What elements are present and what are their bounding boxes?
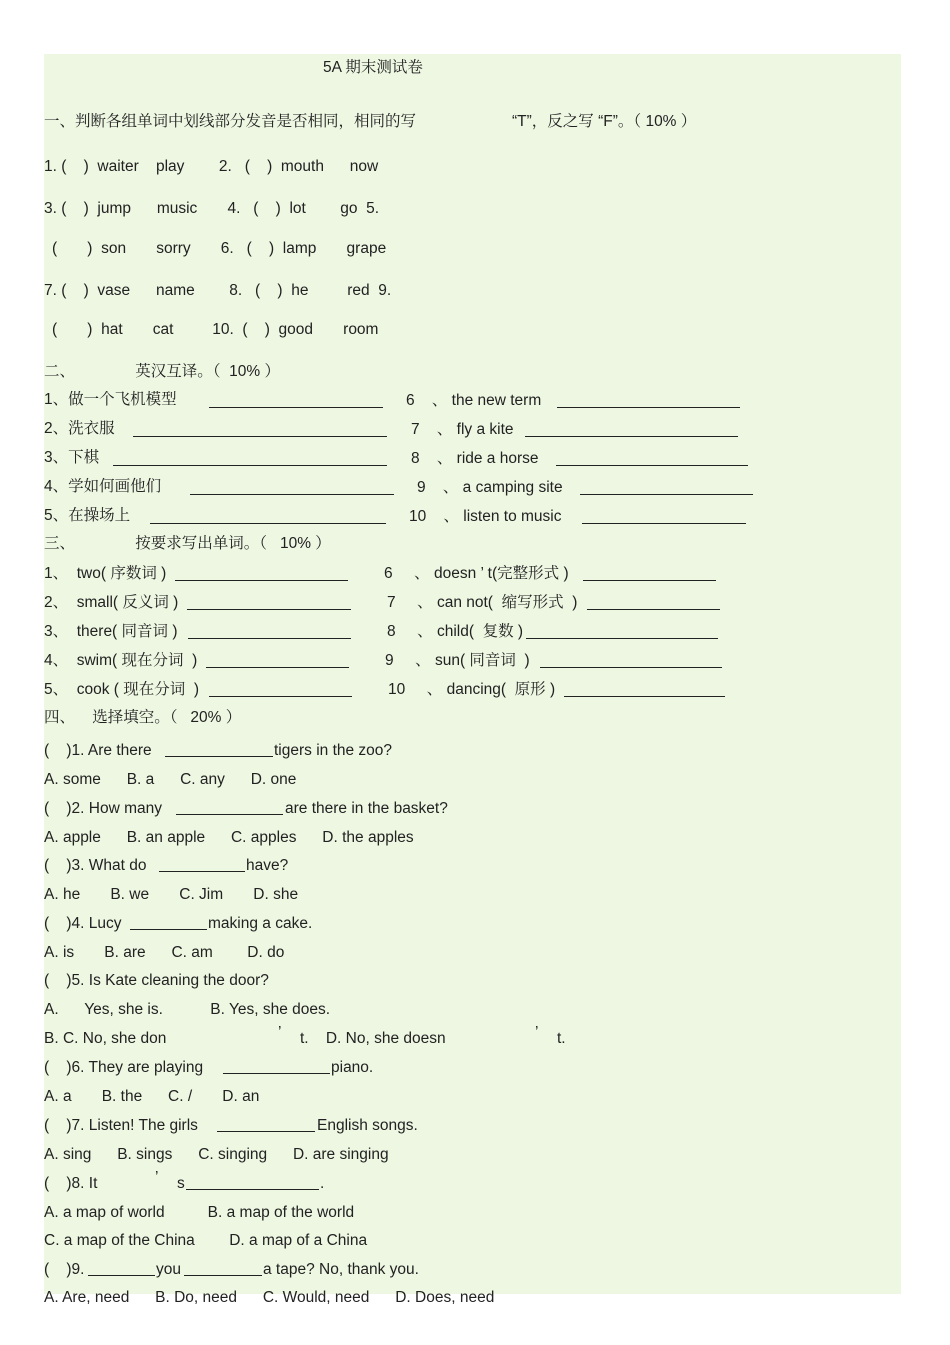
- translate-item: 7 、 fly a kite: [411, 421, 514, 438]
- question-options: A. apple B. an apple C. apples D. the apples: [44, 829, 414, 846]
- question-stem: English songs.: [317, 1117, 418, 1134]
- answer-blank[interactable]: [525, 436, 738, 437]
- translate-item: 4、学如何画他们: [44, 478, 162, 495]
- answer-blank[interactable]: [540, 667, 722, 668]
- word-item: 3、 there( 同音词 ): [44, 623, 178, 640]
- question-stem: making a cake.: [208, 915, 313, 932]
- word-item: 1、 two( 序数词 ): [44, 565, 167, 582]
- answer-blank[interactable]: [150, 523, 386, 524]
- question-options: A. a B. the C. / D. an: [44, 1088, 260, 1105]
- answer-blank[interactable]: [206, 667, 349, 668]
- answer-blank[interactable]: [113, 465, 387, 466]
- translate-item: 8 、 ride a horse: [411, 450, 539, 467]
- question-options: B. C. No, she don: [44, 1030, 167, 1047]
- answer-blank[interactable]: [526, 638, 718, 639]
- question-stem: ( )8. It: [44, 1175, 98, 1192]
- word-item: 6 、 doesn ’ t(完整形式 ): [384, 565, 569, 582]
- question-options: A. he B. we C. Jim D. she: [44, 886, 299, 903]
- section4-heading: 四、 选择填空。（ 20% ）: [44, 709, 242, 726]
- answer-blank[interactable]: [583, 580, 716, 581]
- answer-blank[interactable]: [190, 494, 394, 495]
- word-item: 4、 swim( 现在分词 ): [44, 652, 198, 669]
- question-options: A. Are, need B. Do, need C. Would, need D. Does, need: [44, 1289, 495, 1306]
- answer-blank[interactable]: [88, 1275, 155, 1276]
- page-title: 5A 期末测试卷: [323, 59, 423, 76]
- answer-blank[interactable]: [217, 1131, 315, 1132]
- word-item: 2、 small( 反义词 ): [44, 594, 179, 611]
- answer-blank[interactable]: [133, 436, 387, 437]
- word-item: 7 、 can not( 缩写形式 ): [387, 594, 578, 611]
- question-options: t. D. No, she doesn: [300, 1030, 446, 1047]
- section1-row: ( ) hat cat 10. ( ) good room: [52, 321, 379, 338]
- answer-blank[interactable]: [184, 1275, 262, 1276]
- question-stem: a tape? No, thank you.: [263, 1261, 419, 1278]
- answer-blank[interactable]: [556, 465, 748, 466]
- question-stem: you: [156, 1261, 181, 1278]
- question-options: A. is B. are C. am D. do: [44, 944, 285, 961]
- answer-blank[interactable]: [188, 638, 351, 639]
- question-options: A. some B. a C. any D. one: [44, 771, 297, 788]
- answer-blank[interactable]: [175, 580, 348, 581]
- word-item: 8 、 child( 复数 ): [387, 623, 524, 640]
- answer-blank[interactable]: [130, 929, 207, 930]
- question-options: A. sing B. sings C. singing D. are singing: [44, 1146, 389, 1163]
- question-stem: .: [320, 1175, 325, 1192]
- answer-blank[interactable]: [187, 609, 351, 610]
- question-stem: ( )5. Is Kate cleaning the door?: [44, 972, 269, 989]
- section1-row: 3. ( ) jump music 4. ( ) lot go 5.: [44, 200, 380, 217]
- answer-blank[interactable]: [209, 407, 383, 408]
- apostrophe: ’: [535, 1024, 539, 1041]
- answer-blank[interactable]: [176, 814, 283, 815]
- answer-blank[interactable]: [582, 523, 746, 524]
- translate-item: 10 、 listen to music: [409, 508, 562, 525]
- question-stem: ( )2. How many: [44, 800, 162, 817]
- answer-blank[interactable]: [564, 696, 725, 697]
- apostrophe: ’: [278, 1024, 282, 1041]
- question-stem: ( )3. What do: [44, 857, 147, 874]
- translate-item: 3、下棋: [44, 449, 100, 466]
- answer-blank[interactable]: [159, 871, 245, 872]
- answer-blank[interactable]: [557, 407, 740, 408]
- question-options: C. a map of the China D. a map of a China: [44, 1232, 368, 1249]
- translate-item: 9 、 a camping site: [417, 479, 563, 496]
- answer-blank[interactable]: [165, 756, 273, 757]
- translate-item: 6 、 the new term: [406, 392, 542, 409]
- question-stem: tigers in the zoo?: [274, 742, 393, 759]
- question-stem: ( )4. Lucy: [44, 915, 122, 932]
- question-options: A. Yes, she is. B. Yes, she does.: [44, 1001, 331, 1018]
- word-item: 10 、 dancing( 原形 ): [388, 681, 556, 698]
- answer-blank[interactable]: [580, 494, 753, 495]
- question-stem: ( )9.: [44, 1261, 85, 1278]
- section1-heading: 一、判断各组单词中划线部分发音是否相同，相同的写: [44, 113, 417, 130]
- answer-blank[interactable]: [587, 609, 720, 610]
- translate-item: 5、在操场上: [44, 507, 131, 524]
- apostrophe: ’: [155, 1169, 159, 1186]
- question-stem: ( )6. They are playing: [44, 1059, 204, 1076]
- answer-blank[interactable]: [209, 696, 352, 697]
- section1-row: 7. ( ) vase name 8. ( ) he red 9.: [44, 282, 392, 299]
- word-item: 9 、 sun( 同音词 ): [385, 652, 530, 669]
- section3-heading: 三、 按要求写出单词。（ 10% ）: [44, 535, 331, 552]
- translate-item: 2、洗衣服: [44, 420, 115, 437]
- section1-row: 1. ( ) waiter play 2. ( ) mouth now: [44, 158, 379, 175]
- question-stem: piano.: [331, 1059, 374, 1076]
- section2-heading: 二、 英汉互译。（ 10% ）: [44, 363, 280, 380]
- question-options: t.: [557, 1030, 566, 1047]
- question-options: A. a map of world B. a map of the world: [44, 1204, 355, 1221]
- question-stem: have?: [246, 857, 289, 874]
- question-stem: ( )1. Are there: [44, 742, 152, 759]
- question-stem: ( )7. Listen! The girls: [44, 1117, 198, 1134]
- question-stem: are there in the basket?: [285, 800, 448, 817]
- question-stem: s: [177, 1175, 185, 1192]
- word-item: 5、 cook ( 现在分词 ): [44, 681, 200, 698]
- section1-row: ( ) son sorry 6. ( ) lamp grape: [52, 240, 387, 257]
- answer-blank[interactable]: [223, 1073, 330, 1074]
- answer-blank[interactable]: [186, 1189, 319, 1190]
- section1-rule: “T”，反之写 “F”。（ 10% ）: [512, 113, 697, 130]
- translate-item: 1、做一个飞机模型: [44, 391, 177, 408]
